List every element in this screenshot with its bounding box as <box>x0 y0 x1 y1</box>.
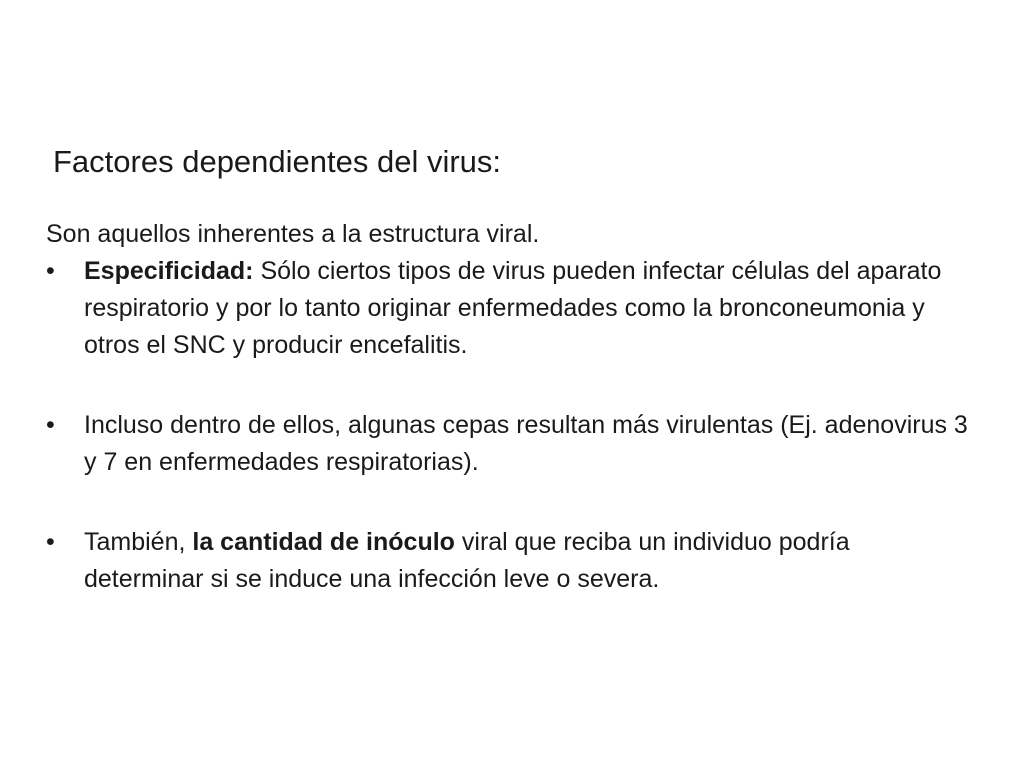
bullet-item-cepas <box>46 407 976 481</box>
bullet-strong-text: la cantidad de inóculo <box>192 528 455 556</box>
bullet-icon: • <box>46 528 55 556</box>
bullet-strong-text: Especificidad: <box>84 257 254 285</box>
slide-content <box>46 216 976 598</box>
slide-title: Factores dependientes del virus: <box>53 144 502 179</box>
intro-text: Son aquellos inherentes a la estructura viral. <box>46 220 540 248</box>
bullet-rest-text: viral que reciba un individuo podría determinar si se induce una infección leve o severa. <box>84 528 850 593</box>
bullet-icon: • <box>46 411 55 439</box>
bullet-lead-text: Incluso dentro de ellos, algunas cepas resultan más virulentas (Ej. adenovirus 3 y 7 en enfermedades respiratorias). <box>84 411 968 476</box>
bullet-rest-text: Sólo ciertos tipos de virus pueden infectar células del aparato respiratorio y por lo tanto originar enfermedades como la bronconeumonia y otros el SNC y producir encefalitis. <box>84 257 942 359</box>
bullet-icon: • <box>46 257 55 285</box>
bullet-lead-text: También, <box>84 528 193 556</box>
bullet-item-especificidad <box>46 253 976 364</box>
bullet-item-inoculo <box>46 524 976 598</box>
bullet-list <box>46 253 976 598</box>
